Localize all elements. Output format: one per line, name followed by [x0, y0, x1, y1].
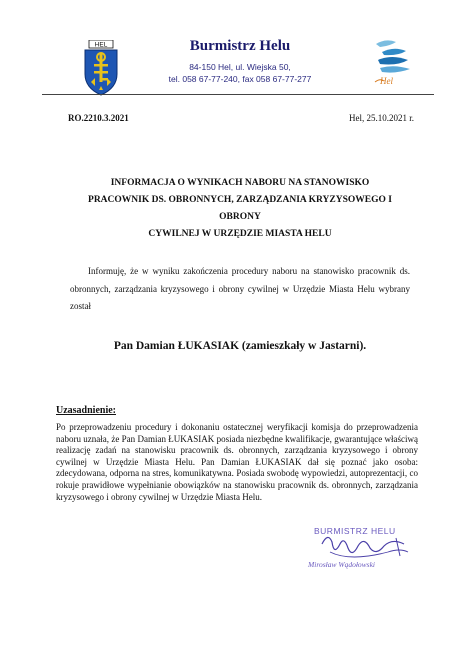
intro-paragraph	[70, 263, 410, 316]
header-address-line1: 84-150 Hel, ul. Wiejska 50,	[189, 62, 291, 72]
justification-body: Po przeprowadzeniu procedury i dokonaniu ostatecznej weryfikacji komisja do przeprowadzenia naboru uznała, że Pan Damian ŁUKASIAK posiada niezbędne kwalifikacje, gwarantujące właściwą realizację zadań na stanowisku pracownik ds. obronnych, zarządzania kryzysowego i obrony cywilnej w Urzędzie Miasta Helu. Pan Damian ŁUKASIAK dał się poznać jako osoba: zdecydowana, odporna na stres, komunikatywna. Posiada swobodę wypowiedzi, autoprezentacji, co rokuje prawidłowe wypełnianie obowiązków na stanowisku pracownik ds. obronnych, zarządzania kryzysowego i obrony cywilnej w Urzędzie Miasta Helu.	[56, 422, 418, 502]
hel-crest-icon	[82, 40, 120, 96]
header-address-line2: tel. 058 67-77-240, fax 058 67-77-277	[168, 74, 312, 84]
document-heading	[70, 175, 410, 243]
mayor-stamp	[300, 522, 420, 578]
fish-logo-icon	[372, 38, 414, 88]
stamp-name: Mirosław Wądołowski	[308, 560, 376, 569]
header-title: Burmistrz Helu	[189, 38, 291, 54]
signature-icon	[300, 522, 420, 578]
reference-number: RO.2210.3.2021	[68, 113, 129, 123]
intro-text: Informuję, że w wyniku zakończenia procedury naboru na stanowisko pracownik ds. obronnych, zarządzania kryzysowego i obrony cywilnej w Urzędzie Miasta Helu wybrany został	[70, 266, 410, 311]
stamp-title: BURMISTRZ HELU	[314, 526, 396, 536]
selected-candidate: Pan Damian ŁUKASIAK (zamieszkały w Jastarni).	[113, 340, 367, 352]
crest-label: HEL	[94, 41, 108, 49]
header-divider	[42, 94, 434, 95]
heading-line-3: CYWILNEJ W URZĘDZIE MIASTA HELU	[148, 229, 332, 239]
heading-line-1: INFORMACJA O WYNIKACH NABORU NA STANOWISKO	[110, 178, 370, 188]
heading-line-2: PRACOWNIK DS. OBRONNYCH, ZARZĄDZANIA KRYZYSOWEGO I OBRONY	[88, 195, 392, 222]
justification-title: Uzasadnienie:	[56, 405, 116, 416]
document-date: Hel, 25.10.2021 r.	[349, 113, 414, 123]
fish-logo-text: Hel	[380, 76, 393, 86]
